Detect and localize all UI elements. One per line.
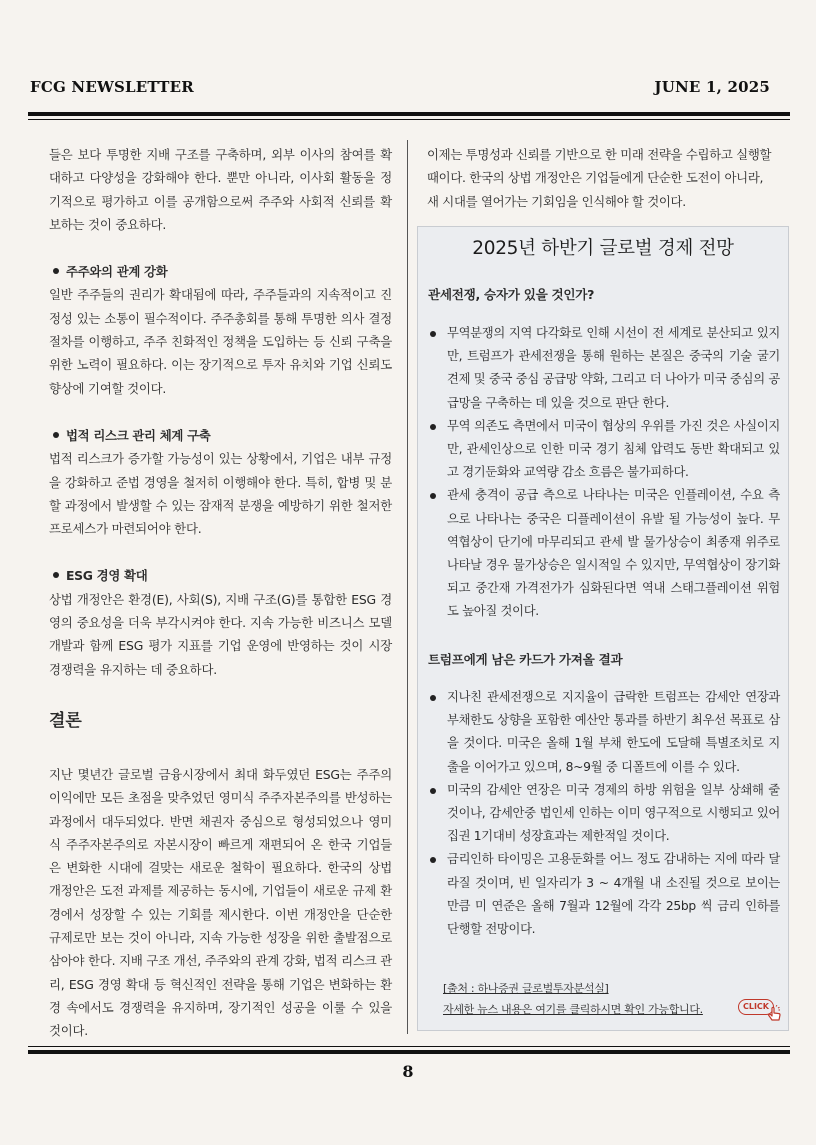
left-column [49,143,392,1043]
publication-name: FCG NEWSLETTER [30,78,194,96]
bullet-paragraph: 일반 주주들의 권리가 확대됨에 따라, 주주들과의 지속적이고 진정성 있는 소통이 필수적이다. 주주총회를 통해 투명한 의사 결정 절차를 이행하고, 주주 친화적인 정책을 도입하는 등 신뢰 구축을 위한 노력이 필요하다. 이는 장기적으로 투자 유치와 기업 신뢰도 향상에 기여할 것이다. [49,287,392,396]
heading-text: 주주와의 관계 강화 [66,264,168,280]
bullet-dot-icon [53,268,59,274]
heading-text: 법적 리스크 관리 체계 구축 [66,427,211,443]
list-item: 무역 의존도 측면에서 미국이 협상의 우위를 가진 것은 사실이지만, 관세인상으로 인한 미국 경기 침체 압력도 동반 확대되고 있고 경기둔화와 교역량 감소 흐름은 불가피하다. [428,415,780,485]
click-button[interactable]: CLICK [738,999,774,1015]
bullet-paragraph: 상법 개정안은 환경(E), 사회(S), 지배 구조(G)를 통합한 ESG 경영의 중요성을 더욱 부각시켜야 한다. 지속 가능한 비즈니스 모델 개발과 함께 ESG 평가 지표를 기업 운영에 반영하는 것이 시장 경쟁력을 유지하는 데 중요하다. [49,591,392,677]
bullet-heading [49,424,392,447]
conclusion-title: 결론 [49,710,82,731]
box-section-title: 트럼프에게 남은 카드가 가져올 결과 [428,652,623,667]
header-rule-thick [28,112,790,116]
bullet-dot-icon [430,493,436,499]
footer-rule-thin [28,1046,790,1047]
intro-paragraph: 들은 보다 투명한 지배 구조를 구축하며, 외부 이사의 참여를 확대하고 다양성을 강화해야 한다. 뿐만 아니라, 이사회 활동을 정기적으로 평가하고 이를 공개함으로써 주주와 사회적 신뢰를 확보하는 것이 중요하다. [49,147,392,232]
bullet-dot-icon [53,432,59,438]
box-section-title: 관세전쟁, 승자가 있을 것인가? [428,287,595,302]
heading-text: ESG 경영 확대 [66,568,148,584]
page-number: 8 [402,1062,414,1081]
bullet-dot-icon [430,857,436,863]
source-credit: [출처 : 하나증권 글로벌투자분석실] [443,982,609,995]
list-item: 무역분쟁의 지역 다각화로 인해 시선이 전 세계로 분산되고 있지만, 트럼프가 관세전쟁을 통해 원하는 본질은 중국의 기술 굴기 견제 및 중국 중심 공급망 약화, 그리고 더 나아가 미국 중심의 공급망을 구축하는 데 있을 것으로 판단 한다. [428,322,780,415]
header-rule-thin [28,119,790,120]
bullet-paragraph: 법적 리스크가 증가할 가능성이 있는 상황에서, 기업은 내부 규정을 강화하고 준법 경영을 철저히 이행해야 한다. 특히, 합병 및 분할 과정에서 발생할 수 있는 잠재적 분쟁을 예방하기 위한 철저한 프로세스가 마련되어야 한다. [49,451,392,537]
list-item: 미국의 감세안 연장은 미국 경제의 하방 위험을 일부 상쇄해 줄 것이나, 감세안중 법인세 인하는 이미 영구적으로 시행되고 있어 집권 1기대비 성장효과는 제한적일 것이다. [428,779,780,849]
bullet-dot-icon [430,695,436,701]
bullet-heading [49,564,392,587]
list-item: 관세 충격이 공급 측으로 나타나는 미국은 인플레이션, 수요 측으로 나타나는 중국은 디플레이션이 유발 될 가능성이 높다. 무역협상이 단기에 마무리되고 관세 발 물가상승이 최종재 위주로 나타날 경우 물가상승은 일시적일 수 있지만, 무역협상이 장기화 되고 중간재 가격전가가 심화된다면 역내 스태그플레이션 위험도 높아질 것이다. [428,484,780,623]
column-divider [407,140,408,1034]
footer-rule-thick [28,1050,790,1054]
bullet-dot-icon [430,424,436,430]
box-bullet-list [428,322,780,624]
pointer-hand-icon [766,1005,784,1023]
list-item: 금리인하 타이밍은 고용둔화를 어느 정도 감내하는 지에 따라 달라질 것이며, 빈 일자리가 3 ~ 4개월 내 소진될 것으로 보이는 만큼 미 연준은 올해 7월과 12월에 각각 25bp 씩 금리 인하를 단행할 전망이다. [428,848,780,941]
more-news-link[interactable]: 자세한 뉴스 내용은 여기를 클릭하시면 확인 가능합니다. [443,1003,703,1016]
bullet-dot-icon [430,788,436,794]
issue-date: JUNE 1, 2025 [654,78,770,96]
right-column-intro [427,143,777,213]
outlook-box [417,226,789,1031]
bullet-dot-icon [53,572,59,578]
bullet-dot-icon [430,331,436,337]
bullet-heading [49,260,392,283]
right-intro-paragraph: 이제는 투명성과 신뢰를 기반으로 한 미래 전략을 수립하고 실행할 때이다. 한국의 상법 개정안은 기업들에게 단순한 도전이 아니라, 새 시대를 열어가는 기회임을 인식해야 할 것이다. [427,147,772,209]
list-item: 지나친 관세전쟁으로 지지율이 급락한 트럼프는 감세안 연장과 부채한도 상향을 포함한 예산안 통과를 하반기 최우선 목표로 삼을 것이다. 미국은 올해 1월 부채 한도에 도달해 특별조치로 지출을 이어가고 있으며, 8~9월 중 디폴트에 이를 수 있다. [428,686,780,779]
box-bullet-list [428,686,780,941]
box-title: 2025년 하반기 글로벌 경제 전망 [472,238,734,259]
conclusion-paragraph: 지난 몇년간 글로벌 금융시장에서 최대 화두였던 ESG는 주주의 이익에만 모든 초점을 맞추었던 영미식 주주자본주의를 반성하는 과정에서 대두되었다. 반면 채권자 중심으로 형성되었으나 영미식 주주자본주의로 자본시장이 빠르게 재편되어 온 한국 기업들은 변화한 시대에 걸맞는 새로운 철학이 필요하다. 한국의 상법 개정안은 도전 과제를 제공하는 동시에, 기업들이 새로운 규제 환경에서 성장할 수 있는 기회를 제시한다. 이번 개정안을 단순한 규제로만 보는 것이 아니라, 지속 가능한 성장을 위한 출발점으로 삼아야 한다. 지배 구조 개선, 주주와의 관계 강화, 법적 리스크 관리, ESG 경영 확대 등 혁신적인 전략을 통해 기업은 변화하는 환경 속에서도 경쟁력을 유지하며, 장기적인 성공을 이룰 수 있을 것이다. [49,766,392,1039]
